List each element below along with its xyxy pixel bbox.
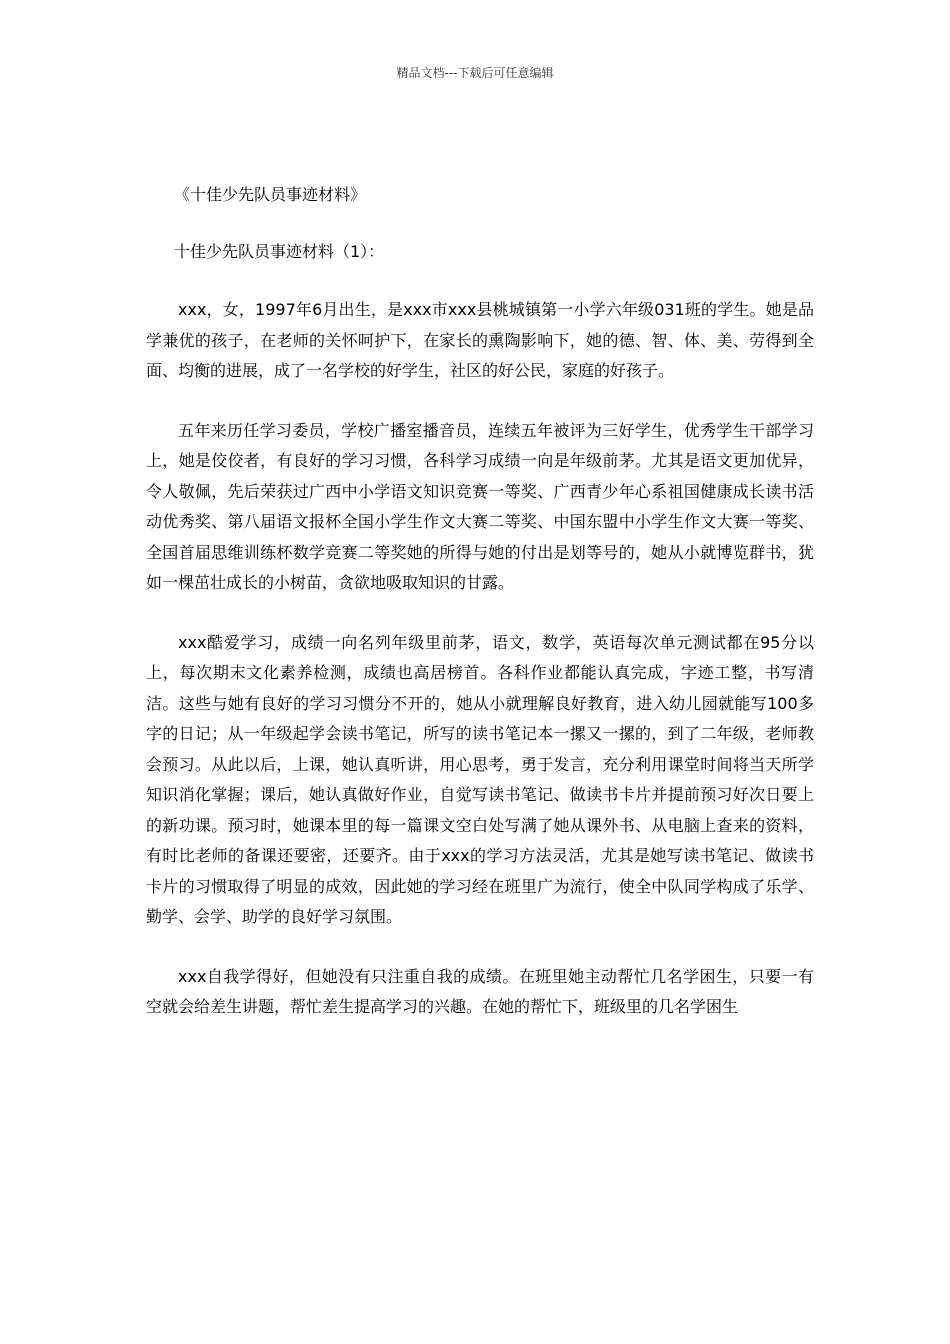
document-title: 《十佳少先队员事迹材料》 (174, 185, 367, 204)
paragraph-helping-others: xxx自我学得好，但她没有只注重自我的成绩。在班里她主动帮忙几名学困生，只要一有空就会给差生讲题，帮忙差生提高学习的兴趣。在她的帮忙下，班级里的几名学困生 (146, 966, 814, 1016)
document-body (146, 181, 814, 1023)
paragraph-intro: xxx，女，1997年6月出生，是xxx市xxx县桃城镇第一小学六年级031班的学生。她是品学兼优的孩子，在老师的关怀呵护下，在家长的熏陶影响下，她的德、智、体、美、劳得到全面、均衡的进展，成了一名学校的好学生，社区的好公民，家庭的好孩子。 (146, 300, 814, 380)
paragraph-study-habits: xxx酷爱学习，成绩一向名列年级里前茅，语文，数学，英语每次单元测试都在95分以上，每次期末文化素养检测，成绩也高居榜首。各科作业都能认真完成，字迹工整，书写清洁。这些与她有良好的学习习惯分不开的，她从小就理解良好教育，进入幼儿园就能写100多字的日记；从一年级起学会读书笔记，所写的读书笔记本一摞又一摞的，到了二年级，老师教会预习。从此以后，上课，她认真听讲，用心思考，勇于发言，充分利用课堂时间将当天所学知识消化掌握；课后，她认真做好作业，自觉写读书笔记、做读书卡片并提前预习好次日要上的新功课。预习时，她课本里的每一篇课文空白处写满了她从课外书、从电脑上查来的资料，有时比老师的备课还要密，还要齐。由于xxx的学习方法灵活，尤其是她写读书笔记、做读书卡片的习惯取得了明显的成效，因此她的学习经在班里广为流行，使全中队同学构成了乐学、勤学、会学、助学的良好学习氛围。 (146, 632, 814, 926)
page-header: 精品文档---下载后可任意编辑 (396, 66, 554, 80)
section-heading: 十佳少先队员事迹材料（1）： (174, 242, 385, 261)
paragraph-honors: 五年来历任学习委员，学校广播室播音员，连续五年被评为三好学生，优秀学生干部学习上，她是佼佼者，有良好的学习习惯，各科学习成绩一向是年级前茅。尤其是语文更加优异，令人敬佩，先后荣获过广西中小学语文知识竞赛一等奖、广西青少年心系祖国健康成长读书活动优秀奖、第八届语文报杯全国小学生作文大赛二等奖、中国东盟中小学生作文大赛一等奖、全国首届思维训练杯数学竞赛二等奖她的所得与她的付出是划等号的，她从小就博览群书，犹如一棵茁壮成长的小树苗，贪欲地吸取知识的甘露。 (146, 420, 814, 592)
